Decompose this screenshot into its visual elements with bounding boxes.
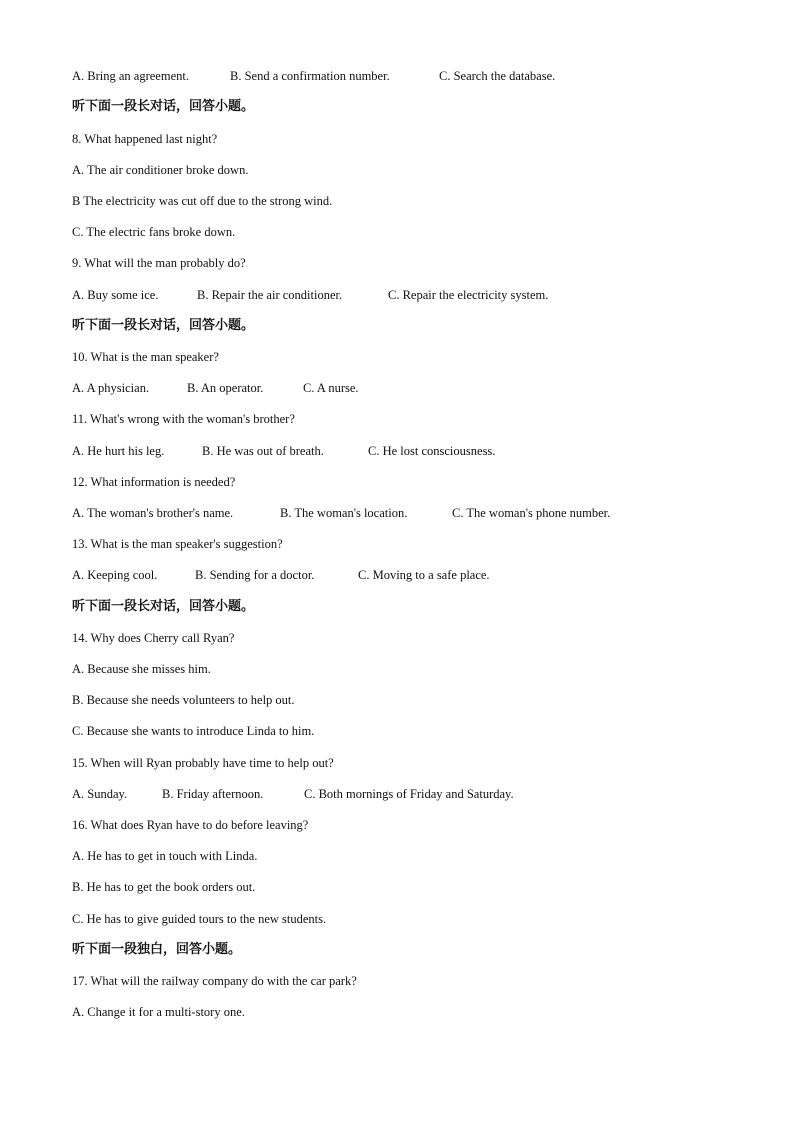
- options-line: [72, 505, 610, 521]
- option-b: B. An operator.: [187, 381, 264, 395]
- option-line: A. He has to get in touch with Linda.: [72, 849, 258, 863]
- question-8: 8. What happened last night?: [72, 132, 218, 146]
- option-line: B. Because she needs volunteers to help out.: [72, 693, 295, 707]
- option-a: A. Buy some ice.: [72, 288, 159, 302]
- options-line: [72, 567, 490, 583]
- question-15: 15. When will Ryan probably have time to help out?: [72, 756, 334, 770]
- option-c: C. A nurse.: [303, 381, 359, 395]
- option-line: C. He has to give guided tours to the new students.: [72, 912, 327, 926]
- option-a: A. He hurt his leg.: [72, 444, 165, 458]
- option-line: C. Because she wants to introduce Linda to him.: [72, 724, 315, 738]
- option-line: B. He has to get the book orders out.: [72, 880, 256, 894]
- question-12: 12. What information is needed?: [72, 475, 236, 489]
- question-10: 10. What is the man speaker?: [72, 350, 219, 364]
- options-line: [72, 68, 555, 84]
- option-b: B. The woman's location.: [280, 506, 408, 520]
- option-c: C. He lost consciousness.: [368, 444, 496, 458]
- option-line: C. The electric fans broke down.: [72, 225, 236, 239]
- question-16: 16. What does Ryan have to do before leaving?: [72, 818, 309, 832]
- section-heading: 听下面一段独白，回答小题。: [72, 942, 242, 957]
- option-c: C. Both mornings of Friday and Saturday.: [304, 787, 514, 801]
- option-b: B. Repair the air conditioner.: [197, 288, 343, 302]
- question-13: 13. What is the man speaker's suggestion?: [72, 537, 283, 551]
- option-c: C. The woman's phone number.: [452, 506, 611, 520]
- option-a: A. A physician.: [72, 381, 150, 395]
- options-line: [72, 287, 548, 303]
- option-a: A. The woman's brother's name.: [72, 506, 234, 520]
- option-b: B. Send a confirmation number.: [230, 69, 390, 83]
- question-14: 14. Why does Cherry call Ryan?: [72, 631, 235, 645]
- option-b: B. Sending for a doctor.: [195, 568, 315, 582]
- options-line: [72, 443, 495, 459]
- option-c: C. Repair the electricity system.: [388, 288, 549, 302]
- section-heading: 听下面一段长对话，回答小题。: [72, 318, 255, 333]
- section-heading: 听下面一段长对话，回答小题。: [72, 99, 255, 114]
- option-a: A. Bring an agreement.: [72, 69, 189, 83]
- option-line: A. Change it for a multi-story one.: [72, 1005, 245, 1019]
- question-9: 9. What will the man probably do?: [72, 256, 246, 270]
- question-17: 17. What will the railway company do with the car park?: [72, 974, 357, 988]
- option-line: A. The air conditioner broke down.: [72, 163, 249, 177]
- options-line: [72, 786, 514, 802]
- options-line: [72, 380, 359, 396]
- option-b: B. Friday afternoon.: [162, 787, 264, 801]
- option-c: C. Search the database.: [439, 69, 556, 83]
- question-11: 11. What's wrong with the woman's brother?: [72, 412, 295, 426]
- option-line: A. Because she misses him.: [72, 662, 211, 676]
- option-a: A. Sunday.: [72, 787, 128, 801]
- section-heading: 听下面一段长对话，回答小题。: [72, 599, 255, 614]
- option-line: B The electricity was cut off due to the strong wind.: [72, 194, 333, 208]
- option-a: A. Keeping cool.: [72, 568, 158, 582]
- option-b: B. He was out of breath.: [202, 444, 324, 458]
- option-c: C. Moving to a safe place.: [358, 568, 490, 582]
